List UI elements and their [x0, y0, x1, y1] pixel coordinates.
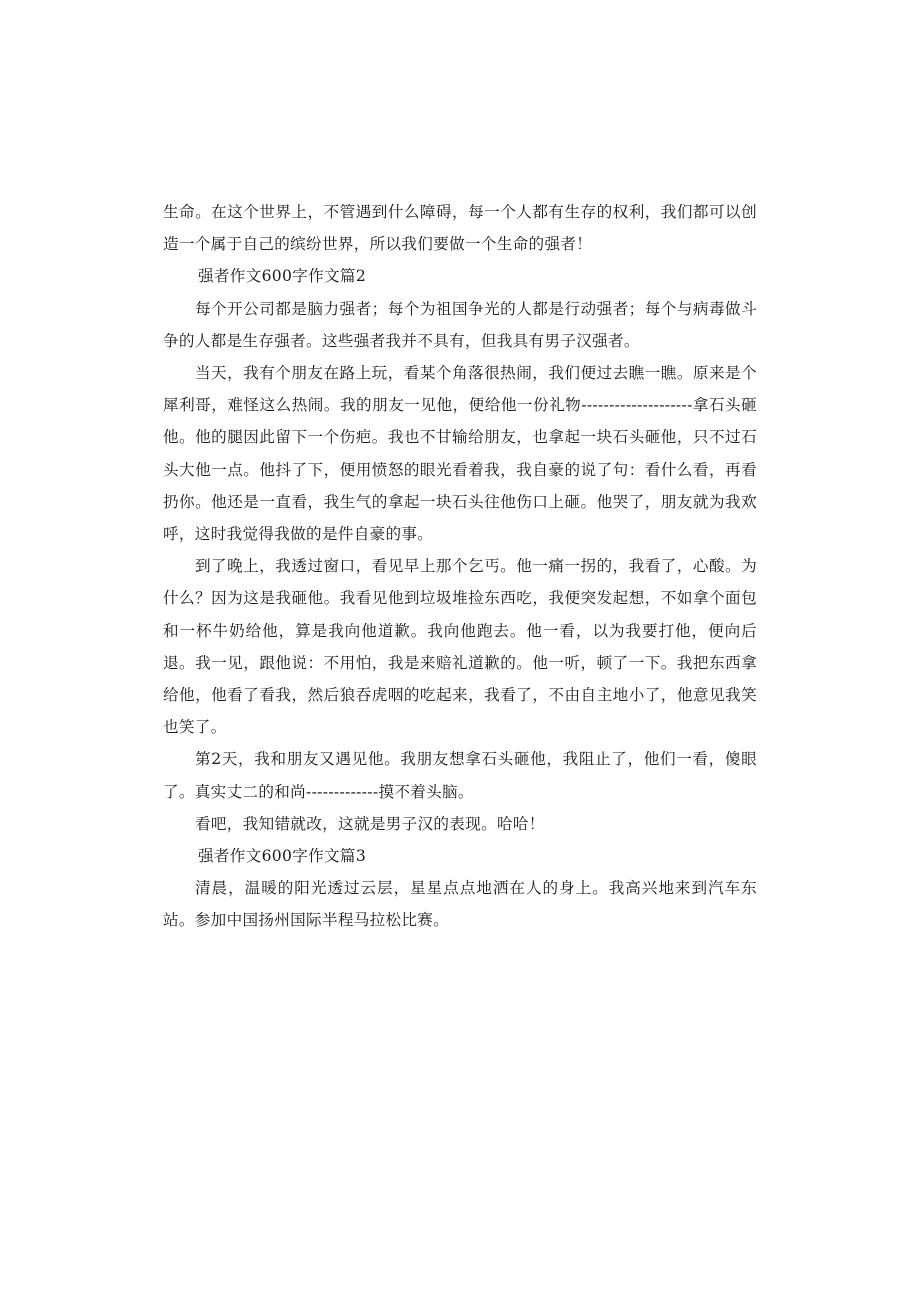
paragraph-conclusion: 看吧，我知错就改，这就是男子汉的表现。哈哈！ [195, 814, 545, 833]
paragraph-evening: 到了晚上，我透过窗口，看见早上那个乞丐。他一痛一拐的，我看了，心酸。为什么？因为这是我砸他。我看见他到垃圾堆捡东西吃，我便突发起想，不如拿个面包和一杯牛奶给他，算是我向他道歉。我向他跑去。他一看，以为我要打他，便向后退。我一见，跟他说：不用怕，我是来赔礼道歉的。他一听，顿了一下。我把东西拿给他，他看了看我，然后狼吞虎咽的吃起来，我看了，不由自主地小了，他意见我笑也笑了。 [163, 557, 757, 737]
paragraph-that-day: 当天，我有个朋友在路上玩，看某个角落很热闹，我们便过去瞧一瞧。原来是个犀利哥，难怪这么热闹。我的朋友一见他，便给他一份礼物--------------------拿石头砸他。他的腿因此留下一个伤疤。我也不甘输给朋友，也拿起一块石头砸他，只不过石头大他一点。他抖了下，便用愤怒的眼光看着我，我自豪的说了句：看什么看，再看扔你。他还是一直看，我生气的拿起一块石头往他伤口上砸。他哭了，朋友就为我欢呼，这时我觉得我做的是件自豪的事。 [163, 364, 757, 544]
document-body [163, 196, 757, 937]
section-heading-3: 强者作文600字作文篇3 [198, 847, 367, 866]
paragraph-morning: 清晨，温暖的阳光透过云层，星星点点地洒在人的身上。我高兴地来到汽车东站。参加中国扬州国际半程马拉松比赛。 [163, 879, 757, 930]
paragraph-second-day: 第2天，我和朋友又遇见他。我朋友想拿石头砸他，我阻止了，他们一看，傻眼了。真实丈二的和尚-------------摸不着头脑。 [163, 750, 757, 801]
paragraph-strong-types: 每个开公司都是脑力强者；每个为祖国争光的人都是行动强者；每个与病毒做斗争的人都是生存强者。这些强者我并不具有，但我具有男子汉强者。 [163, 299, 757, 350]
paragraph-intro: 生命。在这个世界上，不管遇到什么障碍，每一个人都有生存的权利，我们都可以创造一个属于自己的缤纷世界，所以我们要做一个生命的强者！ [163, 203, 757, 254]
section-heading-2: 强者作文600字作文篇2 [198, 267, 367, 286]
